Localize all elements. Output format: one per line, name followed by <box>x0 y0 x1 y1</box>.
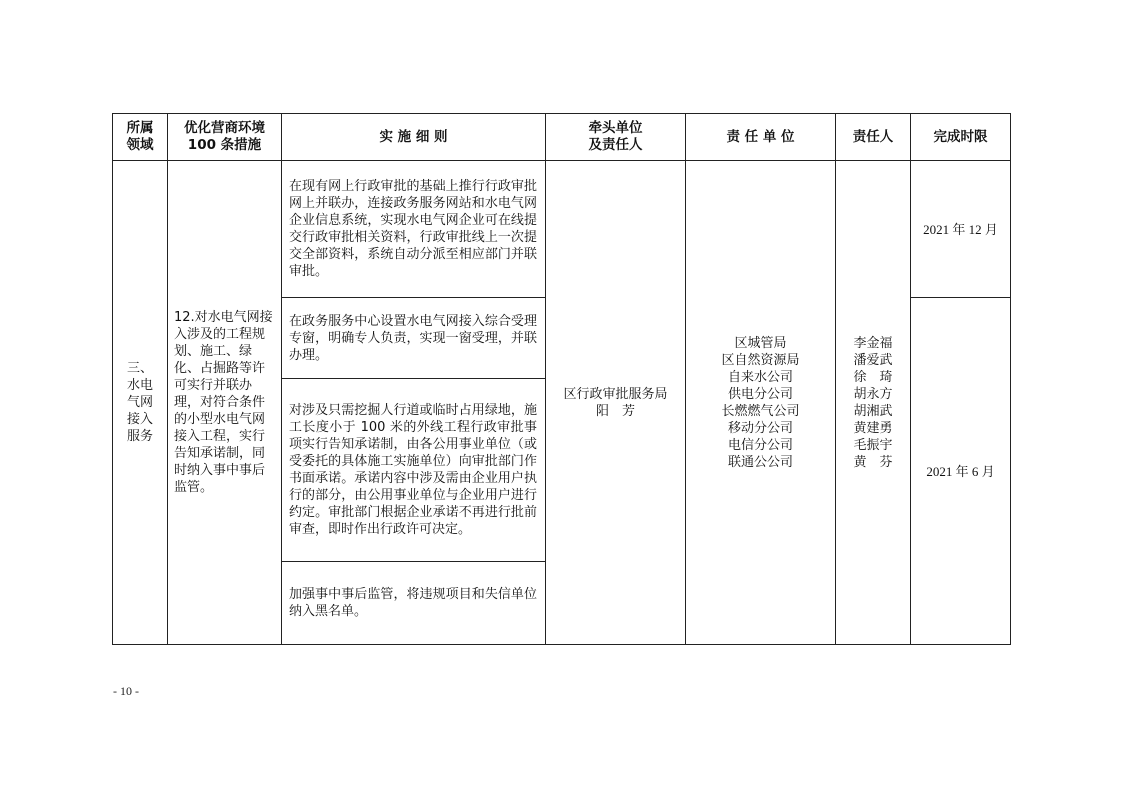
domain-line: 接入 <box>126 412 153 427</box>
person-item: 黄 芬 <box>853 454 893 470</box>
header-lead <box>546 114 686 161</box>
header-measure <box>168 114 282 161</box>
lead-person: 阳 芳 <box>595 403 635 419</box>
page-number: - 10 - <box>113 684 139 698</box>
unit-item: 区城管局 <box>734 335 787 351</box>
person-item: 李金福 <box>853 335 893 351</box>
header-units: 责 任 单 位 <box>686 114 836 161</box>
unit-item: 联通公公司 <box>727 454 793 470</box>
unit-item: 自来水公司 <box>727 369 793 385</box>
header-measure-line-1: 优化营商环境 <box>184 120 265 136</box>
unit-item: 供电分公司 <box>727 386 793 402</box>
header-measure-line-2: 100 条措施 <box>187 137 262 153</box>
lead-unit: 区行政审批服务局 <box>563 386 668 402</box>
person-item: 潘爱武 <box>853 352 893 368</box>
domain-line: 三、 <box>126 361 153 376</box>
unit-item: 电信分公司 <box>727 437 793 453</box>
domain-cell <box>113 161 168 645</box>
unit-item: 区自然资源局 <box>721 352 800 368</box>
person-item: 毛振宇 <box>853 437 893 453</box>
header-deadline: 完成时限 <box>911 114 1011 161</box>
detail-cell: 在政务服务中心设置水电气网接入综合受理专窗，明确专人负责，实现一窗受理，并联办理。 <box>282 298 546 379</box>
header-domain <box>113 114 168 161</box>
person-item: 胡永方 <box>853 386 893 402</box>
table-row <box>113 161 1011 298</box>
units-cell <box>686 161 836 645</box>
unit-item: 长燃燃气公司 <box>721 403 800 419</box>
measures-table <box>112 113 1011 645</box>
unit-item: 移动分公司 <box>727 420 793 436</box>
domain-line: 水电 <box>126 378 153 393</box>
deadline-cell: 2021 年 6 月 <box>911 298 1011 645</box>
header-domain-line-1: 所属 <box>126 120 154 136</box>
detail-cell: 对涉及只需挖掘人行道或临时占用绿地，施工长度小于 100 米的外线工程行政审批事项实行告知承诺制，由各公用事业单位（或受委托的具体施工实施单位）向审批部门作书面承诺。承诺内容中涉及需由企业用户执行的部分，由公用事业单位与企业用户进行约定。审批部门根据企业承诺不再进行批前审查，即时作出行政许可决定。 <box>282 379 546 562</box>
person-item: 徐 琦 <box>853 369 893 385</box>
person-item: 黄建勇 <box>853 420 893 436</box>
header-detail: 实 施 细 则 <box>282 114 546 161</box>
measure-cell: 12.对水电气网接入涉及的工程规划、施工、绿化、占掘路等许可实行并联办理，对符合条件的小型水电气网接入工程，实行告知承诺制，同时纳入事中事后监管。 <box>168 161 282 645</box>
header-lead-line-2: 及责任人 <box>588 137 643 153</box>
lead-cell <box>546 161 686 645</box>
persons-cell <box>836 161 911 645</box>
detail-cell: 在现有网上行政审批的基础上推行行政审批网上并联办，连接政务服务网站和水电气网企业信息系统，实现水电气网企业可在线提交行政审批相关资料，行政审批线上一次提交全部资料，系统自动分派至相应部门并联审批。 <box>282 161 546 298</box>
detail-cell: 加强事中事后监管，将违规项目和失信单位纳入黑名单。 <box>282 562 546 645</box>
person-item: 胡湘武 <box>853 403 893 419</box>
header-row <box>113 114 1011 161</box>
header-domain-line-2: 领域 <box>126 137 154 153</box>
header-lead-line-1: 牵头单位 <box>588 120 643 136</box>
deadline-cell: 2021 年 12 月 <box>911 161 1011 298</box>
header-person: 责任人 <box>836 114 911 161</box>
domain-line: 气网 <box>126 395 153 410</box>
domain-line: 服务 <box>126 429 153 444</box>
